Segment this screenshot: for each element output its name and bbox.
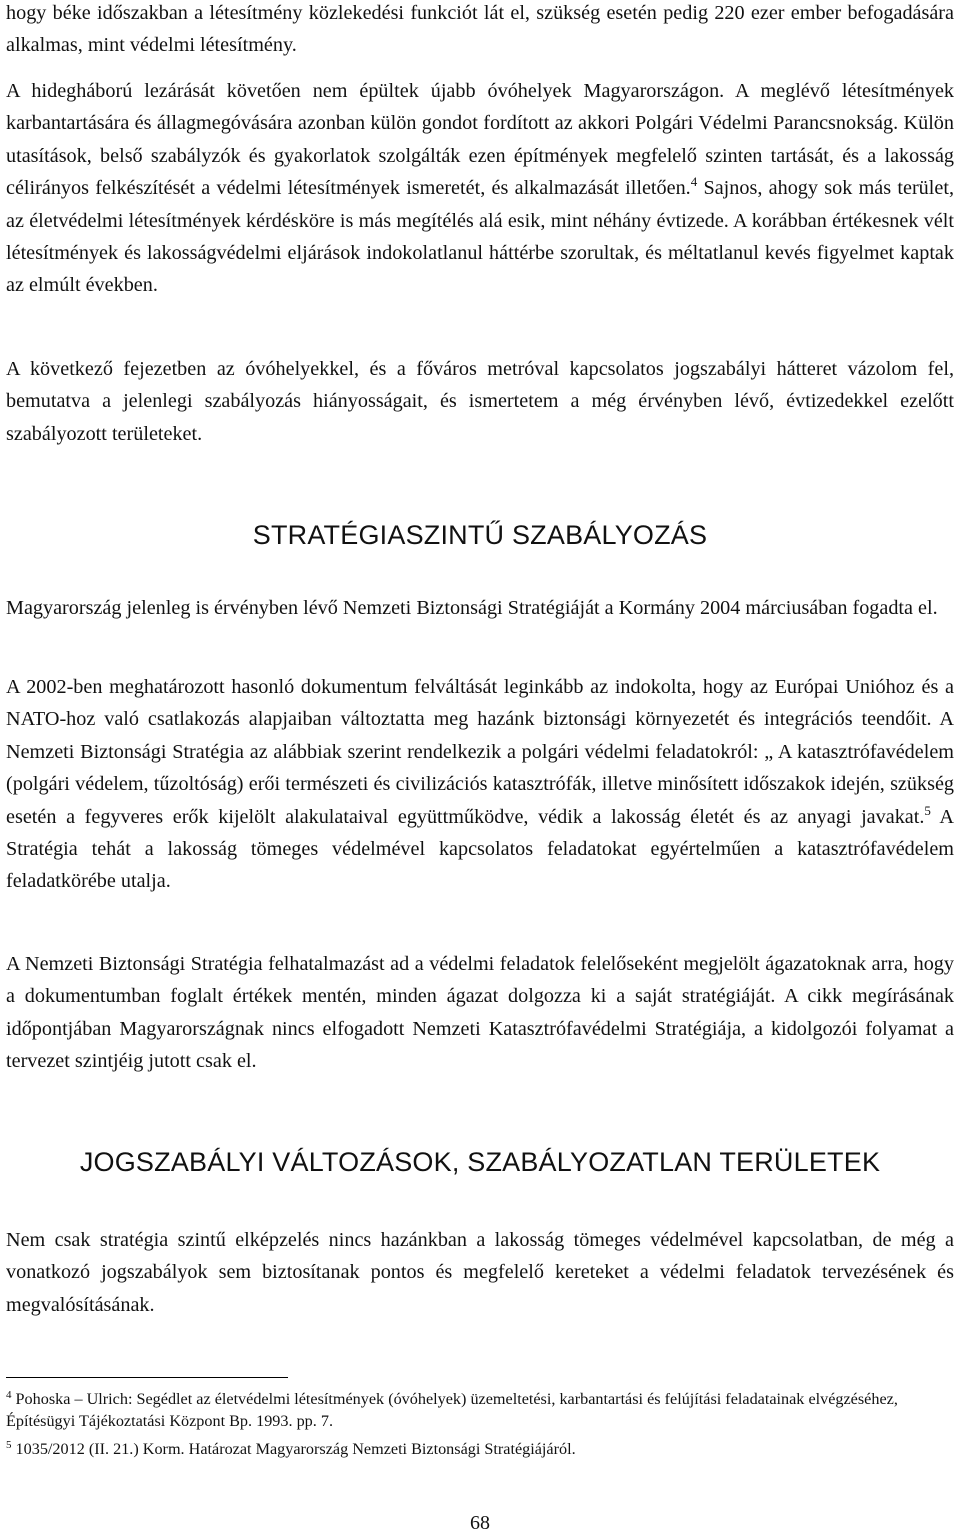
footnote-number: 5 [6, 1439, 12, 1451]
paragraph-national-security-strategy [6, 592, 954, 624]
paragraph-no-strategy [6, 1224, 954, 1321]
paragraph-intro-continuation [6, 0, 954, 62]
footnote-4 [6, 1388, 954, 1432]
footnote-text: Pohoska – Ulrich: Segédlet az életvédelmi létesítmények (óvóhelyek) üzemeltetési, karbantartási és felújítási feladatainak elvégzéséhez, Építésügyi Tájékoztatási Központ Bp. 1993. pp. 7. [6, 1390, 898, 1430]
footnote-ref-5[interactable]: 5 [924, 802, 931, 818]
paragraph-text: A hidegháború lezárását követően nem épültek újabb óvóhelyek Magyarországon. A meglévő létesítmények karbantartására és állagmegóvására azonban külön gondot fordított az akkori Polgári Védelmi Parancsnokság. Külön utasítások, belső szabályzók és gyakorlatok szolgálták ezen építmények megfelelő szinten tartását, és a lakosság célirányos felkészítését a védelmi létesítmények ismeretét, és alkalmazását illetően. [6, 80, 954, 200]
footnote-5 [6, 1438, 954, 1460]
paragraph-text: A Stratégia tehát a lakosság tömeges védelmével kapcsolatos feladatokat egyértelműen a katasztrófavédelem feladatkörébe utalja. [6, 805, 954, 893]
paragraph-text: A 2002-ben meghatározott hasonló dokumentum felváltását leginkább az indokolta, hogy az Európai Unióhoz és a NATO-hoz való csatlakozás alapjaiban változtatta meg hazánk biztonsági környezetét és integrációs teendőit. A Nemzeti Biztonsági Stratégia az alábbiak szerint rendelkezik a polgári védelmi feladatokról: „ A katasztrófavédelem (polgári védelem, tűzoltóság) erői természeti és civilizációs katasztrófák, illetve minősített időszakok idején, szükség esetén a fegyveres erők kijelölt alakulataival együttműködve, védik a lakosság életét és az anyagi javakat. [6, 676, 954, 828]
page-number: 68 [470, 1512, 490, 1534]
paragraph-text: Magyarország jelenleg is érvényben lévő Nemzeti Biztonsági Stratégiáját a Kormány 2004 márciusában fogadta el. [6, 597, 938, 619]
paragraph-text: A Nemzeti Biztonsági Stratégia felhatalmazást ad a védelmi feladatok felelőseként megjelölt ágazatoknak arra, hogy a dokumentumban foglalt értékek mentén, minden ágazat dolgozza ki a saját stratégiáját. A cikk megírásának időpontjában Magyarországnak nincs elfogadott Nemzeti Katasztrófavédelmi Stratégiája, a kidolgozói folyamat a tervezet szintjéig jutott csak el. [6, 953, 954, 1073]
footnote-text: 1035/2012 (II. 21.) Korm. Határozat Magyarország Nemzeti Biztonsági Stratégiájáról. [11, 1440, 576, 1458]
paragraph-sector-strategies [6, 948, 954, 1078]
paragraph-text: Sajnos, ahogy sok más terület, az életvédelmi létesítmények kérdésköre is más megítélés alá esik, mint néhány évtizede. A korábban értékesnek vélt létesítmények és lakosságvédelmi eljárások indokolatlanul háttérbe szorultak, és méltatlanul kevés figyelmet kaptak az elmúlt években. [6, 177, 954, 297]
paragraph-next-chapter [6, 353, 954, 450]
footnote-number: 4 [6, 1389, 12, 1401]
footnote-divider [6, 1377, 288, 1378]
paragraph-text: hogy béke időszakban a létesítmény közlekedési funkciót lát el, szükség esetén pedig 220 ezer ember befogadására alkalmas, mint védelmi létesítmény. [6, 2, 954, 57]
paragraph-2002-document [6, 671, 954, 898]
footnote-ref-4[interactable]: 4 [690, 174, 698, 190]
paragraph-cold-war-shelters [6, 75, 954, 302]
section-heading-legislation: JOGSZABÁLYI VÁLTOZÁSOK, SZABÁLYOZATLAN TERÜLETEK [79, 1147, 881, 1177]
section-heading-strategy: STRATÉGIASZINTŰ SZABÁLYOZÁS [252, 520, 708, 550]
paragraph-text: A következő fejezetben az óvóhelyekkel, és a főváros metróval kapcsolatos jogszabályi hátteret vázolom fel, bemutatva a jelenlegi szabályozás hiányosságait, és ismertetem a még érvényben lévő, évtizedekkel ezelőtt szabályozott területeket. [6, 358, 954, 445]
paragraph-text: Nem csak stratégia szintű elképzelés nincs hazánkban a lakosság tömeges védelmével kapcsolatban, de még a vonatkozó jogszabályok sem biztosítanak pontos és megfelelő kereteket a védelmi feladatok tervezésének és megvalósításának. [6, 1229, 954, 1316]
